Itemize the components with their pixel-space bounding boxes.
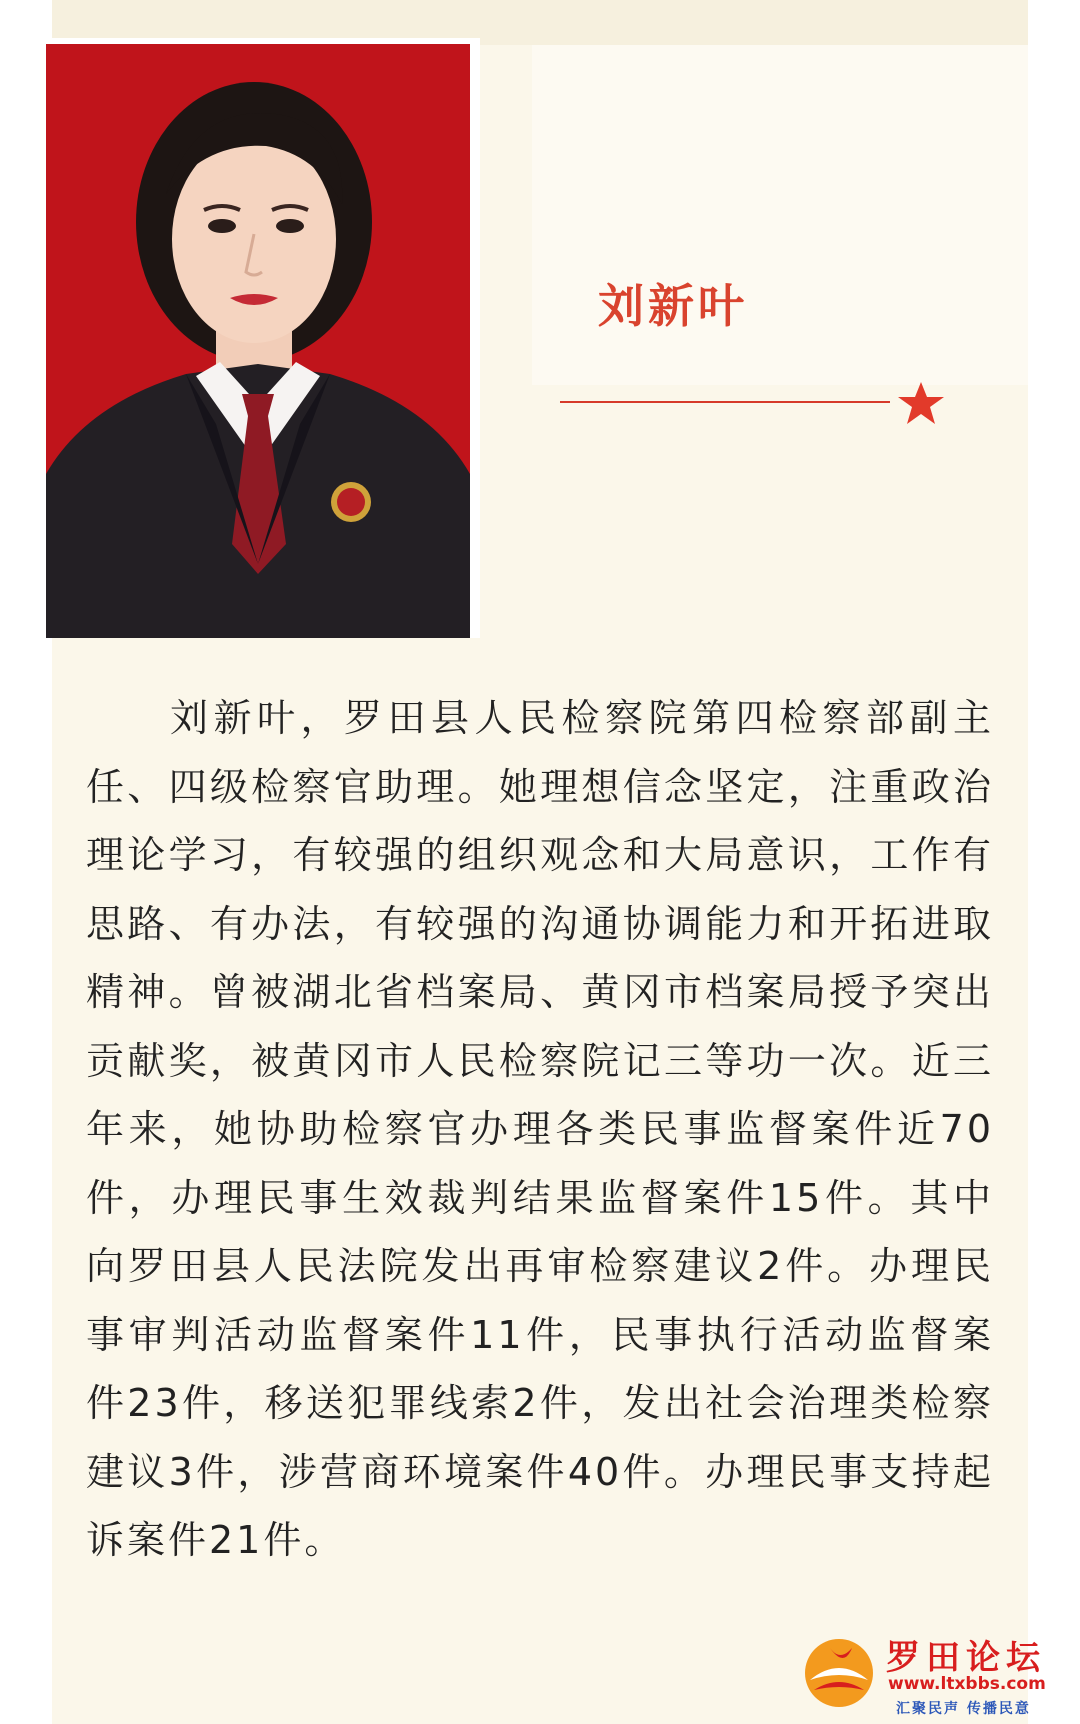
portrait-illustration [46,44,470,638]
forum-logo-icon [800,1634,878,1712]
name-divider [560,401,890,403]
forum-watermark [800,1630,1062,1720]
portrait-photo [46,44,470,638]
star-icon [896,380,946,426]
person-name: 刘新叶 [598,279,748,333]
forum-title: 罗田论坛 [886,1638,1046,1678]
forum-slogan: 汇聚民声 传播民意 [896,1701,1031,1717]
forum-url: www.ltxbbs.com [888,1674,1046,1694]
biography-text: 刘新叶，罗田县人民检察院第四检察部副主任、四级检察官助理。她理想信念坚定，注重政治理论学习，有较强的组织观念和大局意识，工作有思路、有办法，有较强的沟通协调能力和开拓进取精神。曾被湖北省档案局、黄冈市档案局授予突出贡献奖，被黄冈市人民检察院记三等功一次。近三年来，她协助检察官办理各类民事监督案件近70件，办理民事生效裁判结果监督案件15件。其中向罗田县人民法院发出再审检察建议2件。办理民事审判活动监督案件11件，民事执行活动监督案件23件，移送犯罪线索2件，发出社会治理类检察建议3件，涉营商环境案件40件。办理民事支持起诉案件21件。 [86,696,994,1562]
